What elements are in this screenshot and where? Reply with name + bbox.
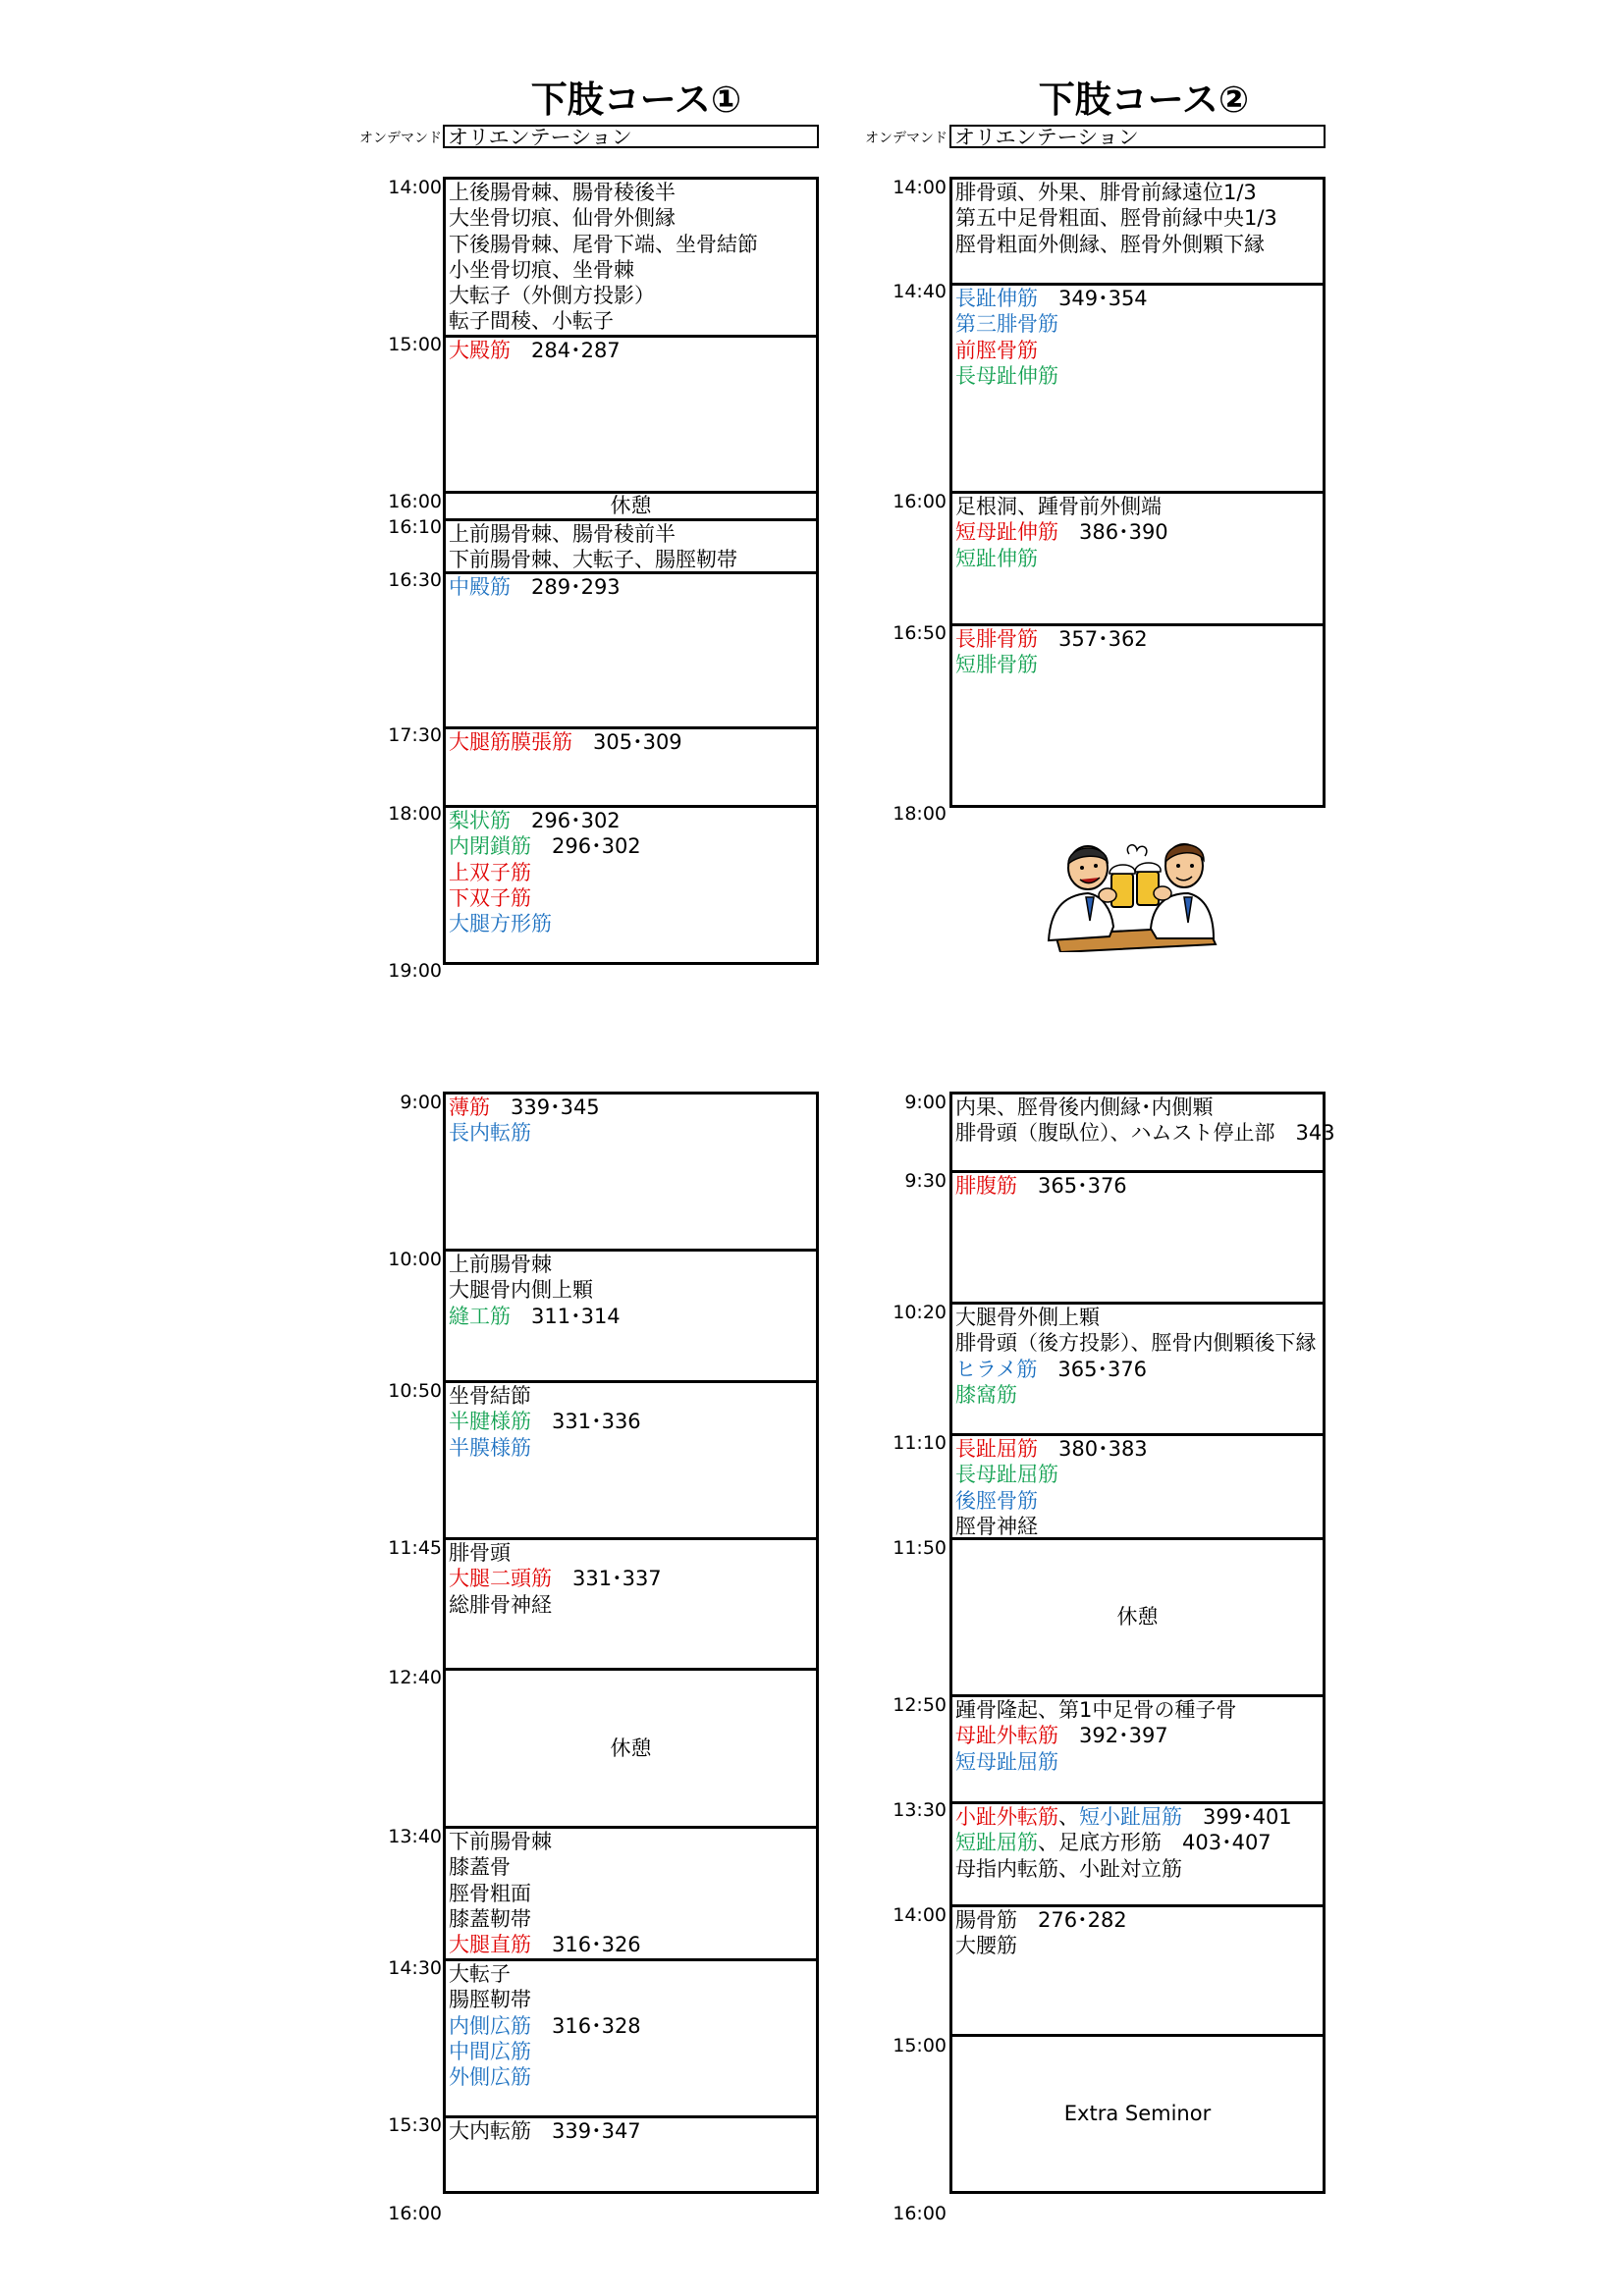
session-line <box>1117 1604 1159 1629</box>
session-text: 、 <box>1058 1805 1079 1829</box>
muscle-name: 短趾伸筋 <box>955 546 1038 570</box>
session-text: 踵骨隆起、第1中足骨の種子骨 <box>955 1698 1237 1722</box>
time-label: 17:30 <box>388 724 442 746</box>
session-line <box>449 257 816 283</box>
session-line <box>449 860 816 885</box>
session-text: 339･345 <box>490 1095 600 1119</box>
session-line <box>955 1330 1323 1356</box>
session-text: 休憩 <box>1116 1605 1159 1629</box>
session-text: 大坐骨切痕、仙骨外側縁 <box>449 206 676 231</box>
session-block <box>949 491 1326 626</box>
session-block <box>949 177 1326 286</box>
session-line <box>955 363 1323 389</box>
session-line <box>955 1462 1323 1487</box>
session-text: 転子間稜、小転子 <box>449 309 614 334</box>
muscle-name: 中殿筋 <box>449 575 511 599</box>
course1-ondemand-label: オンデマンド <box>359 131 442 146</box>
session-line <box>449 1881 816 1906</box>
muscle-name: 腓腹筋 <box>955 1174 1017 1198</box>
session-line <box>449 1961 816 1987</box>
session-text: 296･302 <box>531 834 641 859</box>
session-text: 下後腸骨棘、尾骨下端、坐骨結節 <box>449 232 758 256</box>
course2-ondemand-label: オンデマンド <box>865 131 947 146</box>
session-text: 腓骨頭、外果、腓骨前縁遠位1/3 <box>955 181 1257 204</box>
muscle-name: 薄筋 <box>449 1095 490 1119</box>
muscle-name: 長趾屈筋 <box>955 1437 1038 1461</box>
break-block <box>949 1537 1326 1697</box>
session-line <box>449 308 816 334</box>
session-line <box>449 2039 816 2064</box>
time-label: 15:00 <box>893 2035 947 2056</box>
session-block <box>443 335 819 494</box>
session-text: 休憩 <box>610 494 652 518</box>
time-label: 11:45 <box>388 1537 442 1559</box>
session-line <box>955 494 1323 519</box>
muscle-name: 短母趾伸筋 <box>955 520 1058 545</box>
break-block <box>949 2034 1326 2194</box>
time-label: 13:40 <box>388 1826 442 1847</box>
muscle-name: 大腿筋膜張筋 <box>449 730 572 754</box>
session-block <box>443 1092 819 1252</box>
session-line <box>955 1357 1323 1382</box>
session-block <box>949 1170 1326 1305</box>
session-text: 足根洞、踵骨前外側端 <box>955 495 1162 518</box>
session-block <box>949 283 1326 494</box>
session-text: 大腿骨内側上顆 <box>449 1278 593 1303</box>
course1-title: 下肢コース① <box>530 79 742 121</box>
time-label: 14:30 <box>388 1957 442 1979</box>
muscle-name: 半膜様筋 <box>449 1435 531 1460</box>
session-line <box>955 1907 1323 1933</box>
session-block <box>949 1801 1326 1907</box>
session-block <box>949 1092 1335 1173</box>
session-block <box>443 1826 819 1961</box>
session-line <box>449 180 816 205</box>
muscle-name: 外側広筋 <box>449 2065 531 2090</box>
session-line <box>449 205 816 231</box>
muscle-name: 上双子筋 <box>449 860 531 884</box>
session-text: 膝蓋靭帯 <box>449 1906 531 1931</box>
time-label: 11:10 <box>893 1432 947 1454</box>
session-line <box>449 1932 816 1957</box>
session-line <box>955 652 1323 677</box>
time-label: 16:00 <box>388 491 442 512</box>
session-text: 下前腸骨棘、大転子、腸脛靭帯 <box>449 548 737 572</box>
session-text: 380･383 <box>1038 1437 1148 1461</box>
session-text: 289･293 <box>511 575 621 599</box>
session-line <box>955 1697 1323 1723</box>
session-text: 腸骨筋 <box>955 1908 1017 1932</box>
muscle-name: 膝窩筋 <box>955 1382 1017 1407</box>
session-line <box>955 546 1323 571</box>
session-line <box>449 1566 816 1591</box>
session-text: 腸脛靭帯 <box>449 1988 531 2012</box>
session-text: 母指内転筋、小趾対立筋 <box>955 1856 1182 1881</box>
session-line <box>449 2013 816 2039</box>
session-line <box>955 1830 1323 1855</box>
session-line <box>955 1514 1323 1539</box>
session-line <box>449 1854 816 1880</box>
time-label: 16:50 <box>893 622 947 644</box>
session-line <box>449 911 816 936</box>
course2-ondemand-orientation: オリエンテーション <box>949 125 1326 148</box>
session-line <box>449 1095 816 1120</box>
session-text: 276･282 <box>1017 1908 1127 1932</box>
break-block <box>443 1668 819 1829</box>
time-label: 16:30 <box>388 569 442 591</box>
session-line <box>449 2118 816 2144</box>
session-text: 膝蓋骨 <box>449 1855 511 1880</box>
session-block <box>949 623 1326 808</box>
session-text: 腓骨頭（後方投影）、脛骨内側顆後下縁 <box>955 1331 1317 1356</box>
session-block <box>443 1380 819 1540</box>
session-block <box>443 2115 819 2194</box>
session-line <box>449 1540 816 1566</box>
session-text: 296･302 <box>511 809 621 832</box>
session-text: 第五中足骨粗面、脛骨前縁中央1/3 <box>955 206 1277 231</box>
muscle-name: 長内転筋 <box>449 1121 531 1146</box>
session-text: 下前腸骨棘 <box>449 1830 552 1853</box>
session-line <box>449 808 816 833</box>
session-text: 284･287 <box>511 339 621 362</box>
session-text: 腓骨頭（腹臥位）、ハムスト停止部 343 <box>955 1121 1335 1146</box>
session-line <box>955 1723 1323 1748</box>
session-block <box>949 1302 1326 1436</box>
muscle-name: 内側広筋 <box>449 2013 531 2038</box>
session-text: 大内転筋 <box>449 2119 531 2143</box>
time-label: 14:00 <box>388 177 442 198</box>
session-text: 大腿骨外側上顆 <box>955 1306 1100 1329</box>
session-text: 腓骨頭 <box>449 1541 511 1565</box>
session-text: 331･337 <box>552 1567 662 1591</box>
session-block <box>949 1694 1326 1804</box>
session-line <box>449 1829 816 1854</box>
session-line <box>955 1120 1335 1146</box>
time-label: 10:20 <box>893 1302 947 1323</box>
muscle-name: 梨状筋 <box>449 809 511 832</box>
muscle-name: 内閉鎖筋 <box>449 834 531 859</box>
session-text: 上前腸骨棘 <box>449 1253 552 1276</box>
muscle-name: 前脛骨筋 <box>955 338 1038 362</box>
session-line <box>449 1592 816 1618</box>
session-block <box>443 1537 819 1671</box>
session-text: 上後腸骨棘、腸骨稜後半 <box>449 181 676 204</box>
session-line <box>955 180 1323 205</box>
time-label: 16:00 <box>893 491 947 512</box>
muscle-name: 長母趾屈筋 <box>955 1463 1058 1487</box>
session-text: 大転子（外側方投影） <box>449 284 655 308</box>
session-text: 399･401 <box>1182 1805 1292 1829</box>
time-label: 9:00 <box>400 1092 442 1113</box>
session-text: 349･354 <box>1038 287 1148 310</box>
time-label: 15:00 <box>388 334 442 355</box>
muscle-name: ヒラメ筋 <box>955 1357 1038 1381</box>
muscle-name: 大殿筋 <box>449 339 511 362</box>
session-text: 大腰筋 <box>955 1934 1017 1958</box>
session-text: 365･376 <box>1017 1174 1127 1198</box>
session-text: 脛骨粗面 <box>449 1881 531 1905</box>
session-text: 357･362 <box>1038 627 1148 651</box>
session-block <box>443 518 819 574</box>
session-line <box>449 338 816 363</box>
session-line <box>955 338 1323 363</box>
session-line <box>955 205 1323 231</box>
session-line <box>449 283 816 308</box>
session-line <box>955 1933 1323 1958</box>
session-line <box>449 521 816 547</box>
muscle-name: 下双子筋 <box>449 885 531 910</box>
session-line <box>955 519 1323 545</box>
session-line <box>955 626 1323 652</box>
session-text: 331･336 <box>531 1410 641 1434</box>
session-text: 339･347 <box>531 2119 641 2143</box>
session-line <box>449 1277 816 1303</box>
session-text: 脛骨粗面外側縁、脛骨外側顆下縁 <box>955 232 1265 256</box>
session-line <box>449 885 816 911</box>
session-text: 内果、脛骨後内側縁･内側顆 <box>955 1095 1214 1119</box>
session-line <box>449 1304 816 1329</box>
time-label: 12:50 <box>893 1694 947 1716</box>
muscle-name: 第三腓骨筋 <box>955 312 1058 337</box>
session-text: 小坐骨切痕、坐骨棘 <box>449 257 634 282</box>
session-text: 脛骨神経 <box>955 1514 1038 1538</box>
session-line <box>449 1906 816 1932</box>
muscle-name: 後脛骨筋 <box>955 1488 1038 1513</box>
session-text: 365･376 <box>1037 1357 1148 1381</box>
muscle-name: 半腱様筋 <box>449 1410 531 1434</box>
session-line <box>955 1305 1323 1330</box>
session-line <box>955 311 1323 337</box>
session-line <box>449 547 816 572</box>
time-label: 10:00 <box>388 1249 442 1270</box>
session-text: 305･309 <box>572 730 682 754</box>
session-line <box>955 1856 1323 1882</box>
session-line <box>449 2064 816 2090</box>
time-label: 11:50 <box>893 1537 947 1559</box>
session-text: 、足底方形筋 403･407 <box>1038 1831 1272 1855</box>
muscle-name: 小趾外転筋 <box>955 1805 1058 1829</box>
session-block <box>443 726 819 808</box>
session-text: 316･326 <box>531 1933 641 1957</box>
time-label: 10:50 <box>388 1380 442 1402</box>
muscle-name: 短趾屈筋 <box>955 1831 1038 1855</box>
session-line <box>449 1120 816 1146</box>
muscle-name: 大腿方形筋 <box>449 912 552 936</box>
session-line <box>449 1987 816 2012</box>
muscle-name: 短母趾屈筋 <box>955 1749 1058 1774</box>
session-line <box>955 1749 1323 1775</box>
session-block <box>443 805 819 965</box>
session-line <box>449 574 816 600</box>
time-label: 12:40 <box>388 1667 442 1688</box>
session-text: 311･314 <box>511 1304 621 1328</box>
course2-title: 下肢コース② <box>1038 79 1250 121</box>
break-block <box>443 491 819 521</box>
muscle-name: 大腿二頭筋 <box>449 1567 552 1591</box>
time-label: 14:40 <box>893 281 947 302</box>
session-line <box>611 493 652 518</box>
time-label: 13:30 <box>893 1799 947 1821</box>
muscle-name: 短小趾屈筋 <box>1079 1805 1182 1829</box>
time-label: 9:30 <box>904 1170 947 1192</box>
session-line <box>955 1382 1323 1408</box>
muscle-name: 中間広筋 <box>449 2039 531 2063</box>
session-line <box>1064 2101 1211 2126</box>
session-line <box>955 1488 1323 1514</box>
session-block <box>443 1958 819 2118</box>
session-text: 坐骨結節 <box>449 1384 531 1408</box>
muscle-name: 長趾伸筋 <box>955 287 1038 310</box>
session-text: 上前腸骨棘、腸骨稜前半 <box>449 522 676 546</box>
muscle-name: 母趾外転筋 <box>955 1724 1058 1748</box>
session-line <box>449 1409 816 1434</box>
time-label: 16:10 <box>388 516 442 538</box>
time-label: 18:00 <box>893 803 947 825</box>
session-line <box>955 1804 1323 1830</box>
muscle-name: 縫工筋 <box>449 1304 511 1328</box>
time-label: 9:00 <box>904 1092 947 1113</box>
session-text: 大転子 <box>449 1962 511 1986</box>
muscle-name: 短腓骨筋 <box>955 653 1038 677</box>
session-line <box>955 286 1323 311</box>
session-block <box>949 1904 1326 2037</box>
session-line <box>449 1383 816 1409</box>
session-block <box>443 177 819 338</box>
session-line <box>449 1435 816 1461</box>
session-line <box>955 232 1323 257</box>
session-block <box>949 1433 1326 1540</box>
session-line <box>449 1252 816 1277</box>
time-label: 15:30 <box>388 2114 442 2136</box>
two-men-toasting-beer-icon <box>1041 825 1218 952</box>
session-line <box>955 1095 1323 1120</box>
time-label: 16:00 <box>893 2203 947 2224</box>
session-text: 休憩 <box>610 1735 652 1760</box>
session-text: Extra Seminor <box>1063 2102 1212 2126</box>
session-block <box>443 571 819 729</box>
muscle-name: 大腿直筋 <box>449 1933 531 1957</box>
session-text: 392･397 <box>1058 1724 1168 1748</box>
session-text: 316･328 <box>531 2013 641 2038</box>
time-label: 16:00 <box>388 2203 442 2224</box>
session-line <box>611 1735 652 1761</box>
session-line <box>449 833 816 859</box>
time-label: 14:00 <box>893 1904 947 1926</box>
time-label: 19:00 <box>388 960 442 982</box>
course1-ondemand-orientation: オリエンテーション <box>443 125 819 148</box>
session-line <box>449 232 816 257</box>
session-line <box>955 1436 1323 1462</box>
session-block <box>443 1249 819 1383</box>
muscle-name: 長腓骨筋 <box>955 627 1038 651</box>
session-line <box>449 729 816 755</box>
time-label: 18:00 <box>388 803 442 825</box>
time-label: 14:00 <box>893 177 947 198</box>
session-line <box>955 1173 1323 1199</box>
muscle-name: 長母趾伸筋 <box>955 363 1058 388</box>
session-text: 386･390 <box>1058 520 1168 545</box>
session-text: 総腓骨神経 <box>449 1592 552 1617</box>
